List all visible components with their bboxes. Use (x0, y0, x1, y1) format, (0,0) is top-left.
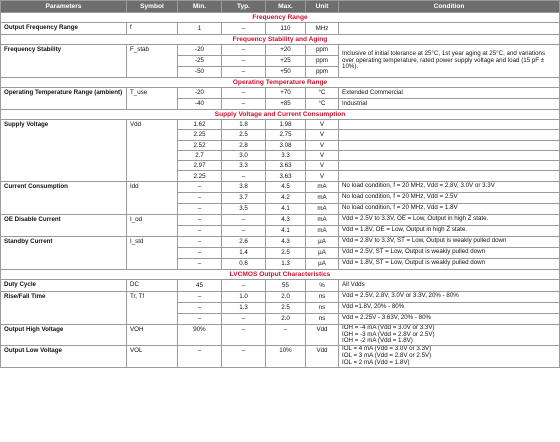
unit-cell: µA (306, 247, 339, 258)
header-unit: Unit (306, 1, 339, 13)
condition-cell (339, 171, 560, 181)
min-cell: – (178, 302, 222, 313)
condition-cell: Industrial (339, 99, 560, 110)
typ-cell: 2.6 (222, 236, 266, 247)
table-row (1, 23, 560, 35)
typ-cell: 1.3 (222, 302, 266, 313)
condition-cell (339, 130, 560, 140)
min-cell: 1 (178, 23, 222, 35)
parameter-name: Output Frequency Range (1, 23, 127, 35)
section-title: Frequency Range (1, 13, 560, 23)
max-cell: 4.1 (266, 225, 306, 236)
typ-cell: – (222, 171, 266, 181)
parameter-name: OE Disable Current (1, 214, 127, 236)
symbol-cell: Vdd (127, 120, 178, 182)
max-cell: +85 (266, 99, 306, 110)
parameter-name: Frequency Stability (1, 45, 127, 78)
parameter-name: Output Low Voltage (1, 346, 127, 367)
max-cell: +70 (266, 88, 306, 99)
min-cell: 90% (178, 324, 222, 345)
condition-cell: All Vdds (339, 279, 560, 291)
section-title: LVCMOS Output Characteristics (1, 269, 560, 279)
max-cell: 2.0 (266, 313, 306, 324)
unit-cell: % (306, 279, 339, 291)
typ-cell: 0.6 (222, 258, 266, 269)
typ-cell: – (222, 324, 266, 345)
header-typ: Typ. (222, 1, 266, 13)
unit-cell: °C (306, 99, 339, 110)
typ-cell: – (222, 23, 266, 35)
condition-cell (339, 23, 560, 35)
parameter-name: Duty Cycle (1, 279, 127, 291)
condition-cell (339, 161, 560, 171)
min-cell: – (178, 214, 222, 225)
table-row (1, 45, 560, 56)
unit-cell: V (306, 171, 339, 181)
table-row (1, 346, 560, 367)
unit-cell: V (306, 120, 339, 130)
table-row (1, 236, 560, 247)
typ-cell: – (222, 88, 266, 99)
min-cell: 2.25 (178, 171, 222, 181)
section-row (1, 78, 560, 88)
condition-line: IOL = 3 mA (Vdd = 2.8V or 2.5V) (342, 351, 432, 359)
typ-cell: – (222, 279, 266, 291)
condition-line: IOL = 2 mA (Vdd = 1.8V) (342, 358, 410, 366)
max-cell: 55 (266, 279, 306, 291)
parameter-name: Supply Voltage (1, 120, 127, 182)
header-row (1, 1, 560, 13)
symbol-cell: I_std (127, 236, 178, 269)
max-cell: 2.5 (266, 247, 306, 258)
unit-cell: V (306, 150, 339, 160)
min-cell: – (178, 346, 222, 367)
max-cell: 3.3 (266, 150, 306, 160)
max-cell: 4.1 (266, 203, 306, 214)
min-cell: – (178, 291, 222, 302)
typ-cell: 1.0 (222, 291, 266, 302)
max-cell: 1.3 (266, 258, 306, 269)
max-cell: +25 (266, 56, 306, 67)
min-cell: -20 (178, 45, 222, 56)
section-row (1, 13, 560, 23)
condition-cell (339, 140, 560, 150)
max-cell: 3.08 (266, 140, 306, 150)
symbol-cell: VOL (127, 346, 178, 367)
max-cell: 4.2 (266, 192, 306, 203)
unit-cell: Vdd (306, 346, 339, 367)
unit-cell: °C (306, 88, 339, 99)
typ-cell: – (222, 346, 266, 367)
min-cell: – (178, 181, 222, 192)
max-cell: 4.3 (266, 214, 306, 225)
symbol-cell: I_od (127, 214, 178, 236)
condition-line: IOH = -2 mA (Vdd = 1.8V) (342, 337, 413, 345)
min-cell: – (178, 192, 222, 203)
unit-cell: MHz (306, 23, 339, 35)
unit-cell: mA (306, 203, 339, 214)
min-cell: 2.97 (178, 161, 222, 171)
typ-cell: 3.5 (222, 203, 266, 214)
min-cell: -50 (178, 67, 222, 78)
symbol-cell: Tr, Tf (127, 291, 178, 324)
unit-cell: µA (306, 258, 339, 269)
header-symbol: Symbol (127, 1, 178, 13)
table-row (1, 279, 560, 291)
unit-cell: ns (306, 302, 339, 313)
symbol-cell: F_stab (127, 45, 178, 78)
min-cell: – (178, 258, 222, 269)
min-cell: – (178, 313, 222, 324)
condition-cell: Vdd = 2.8V to 3.3V, ST = Low, Output is weakly pulled down (339, 236, 560, 247)
parameter-name: Output High Voltage (1, 324, 127, 345)
typ-cell: – (222, 67, 266, 78)
typ-cell: 3.8 (222, 181, 266, 192)
max-cell: 4.3 (266, 236, 306, 247)
section-row (1, 269, 560, 279)
section-title: Operating Temperature Range (1, 78, 560, 88)
table-row (1, 214, 560, 225)
max-cell: 3.63 (266, 161, 306, 171)
parameter-name: Current Consumption (1, 181, 127, 214)
min-cell: – (178, 247, 222, 258)
typ-cell: 1.4 (222, 247, 266, 258)
typ-cell: – (222, 313, 266, 324)
typ-cell: 3.7 (222, 192, 266, 203)
table-row (1, 88, 560, 99)
parameter-name: Rise/Fall Time (1, 291, 127, 324)
unit-cell: ppm (306, 45, 339, 56)
typ-cell: 2.8 (222, 140, 266, 150)
unit-cell: mA (306, 225, 339, 236)
max-cell: +20 (266, 45, 306, 56)
max-cell: 2.5 (266, 302, 306, 313)
min-cell: -40 (178, 99, 222, 110)
unit-cell: V (306, 140, 339, 150)
min-cell: – (178, 236, 222, 247)
typ-cell: – (222, 225, 266, 236)
condition-line: IOH = -3 mA (Vdd = 2.8V or 2.5V) (342, 330, 435, 338)
unit-cell: mA (306, 181, 339, 192)
condition-cell: Vdd = 1.8V, OE = Low, Output in high Z state. (339, 225, 560, 236)
min-cell: -25 (178, 56, 222, 67)
header-parameters: Parameters (1, 1, 127, 13)
parameter-name: Standby Current (1, 236, 127, 269)
unit-cell: µA (306, 236, 339, 247)
unit-cell: Vdd (306, 324, 339, 345)
typ-cell: – (222, 214, 266, 225)
min-cell: 1.62 (178, 120, 222, 130)
condition-cell (339, 120, 560, 130)
condition-cell: No load condition, f = 20 MHz, Vdd = 1.8V (339, 203, 560, 214)
max-cell: 1.98 (266, 120, 306, 130)
typ-cell: 2.5 (222, 130, 266, 140)
min-cell: 2.52 (178, 140, 222, 150)
typ-cell: – (222, 45, 266, 56)
condition-cell: Vdd = 2.5V, ST = Low, Output is weakly pulled down (339, 247, 560, 258)
unit-cell: mA (306, 214, 339, 225)
min-cell: – (178, 225, 222, 236)
unit-cell: ns (306, 313, 339, 324)
min-cell: 2.25 (178, 130, 222, 140)
header-max: Max. (266, 1, 306, 13)
max-cell: 10% (266, 346, 306, 367)
condition-cell: No load condition, f = 20 MHz, Vdd = 2.8V, 3.0V or 3.3V (339, 181, 560, 192)
table-row (1, 181, 560, 192)
max-cell: 110 (266, 23, 306, 35)
symbol-cell: T_use (127, 88, 178, 110)
unit-cell: ns (306, 291, 339, 302)
unit-cell: ppm (306, 67, 339, 78)
symbol-cell: VOH (127, 324, 178, 345)
condition-cell: Inclusive of initial tolerance at 25°C, 1st year aging at 25°C, and variations over operating temperature, rated power supply voltage and load (15 pF ± 10%). (339, 45, 560, 78)
min-cell: -20 (178, 88, 222, 99)
condition-cell (339, 324, 560, 345)
typ-cell: 3.0 (222, 150, 266, 160)
unit-cell: ppm (306, 56, 339, 67)
typ-cell: – (222, 56, 266, 67)
section-title: Supply Voltage and Current Consumption (1, 110, 560, 120)
min-cell: 45 (178, 279, 222, 291)
typ-cell: – (222, 99, 266, 110)
symbol-cell: DC (127, 279, 178, 291)
section-row (1, 35, 560, 45)
symbol-cell: Idd (127, 181, 178, 214)
max-cell: 2.0 (266, 291, 306, 302)
condition-cell: Vdd =1.8V, 20% - 80% (339, 302, 560, 313)
max-cell: 2.75 (266, 130, 306, 140)
max-cell: 4.5 (266, 181, 306, 192)
parameter-name: Operating Temperature Range (ambient) (1, 88, 127, 110)
symbol-cell: f (127, 23, 178, 35)
typ-cell: 1.8 (222, 120, 266, 130)
condition-cell: Vdd = 1.8V, ST = Low, Output is weakly pulled down (339, 258, 560, 269)
section-title: Frequency Stability and Aging (1, 35, 560, 45)
table-row (1, 324, 560, 345)
condition-cell: Vdd = 2.5V, 2.8V, 3.0V or 3.3V, 20% - 80% (339, 291, 560, 302)
unit-cell: V (306, 130, 339, 140)
typ-cell: 3.3 (222, 161, 266, 171)
table-row (1, 291, 560, 302)
header-min: Min. (178, 1, 222, 13)
table-row (1, 120, 560, 130)
unit-cell: V (306, 161, 339, 171)
condition-cell: Vdd = 2.25V - 3.63V, 20% - 80% (339, 313, 560, 324)
condition-cell: Extended Commercial (339, 88, 560, 99)
condition-line: IOL = 4 mA (Vdd = 3.0V or 3.3V) (342, 345, 432, 353)
max-cell: +50 (266, 67, 306, 78)
condition-cell: No load condition, f = 20 MHz, Vdd = 2.5V (339, 192, 560, 203)
section-row (1, 110, 560, 120)
min-cell: – (178, 203, 222, 214)
condition-cell (339, 346, 560, 367)
header-condition: Condition (339, 1, 560, 13)
max-cell: 3.63 (266, 171, 306, 181)
max-cell: – (266, 324, 306, 345)
min-cell: 2.7 (178, 150, 222, 160)
condition-cell (339, 150, 560, 160)
unit-cell: mA (306, 192, 339, 203)
condition-cell: Vdd = 2.5V to 3.3V, OE = Low, Output in high Z state. (339, 214, 560, 225)
condition-line: IOH = -4 mA (Vdd = 3.0V or 3.3V) (342, 324, 435, 331)
